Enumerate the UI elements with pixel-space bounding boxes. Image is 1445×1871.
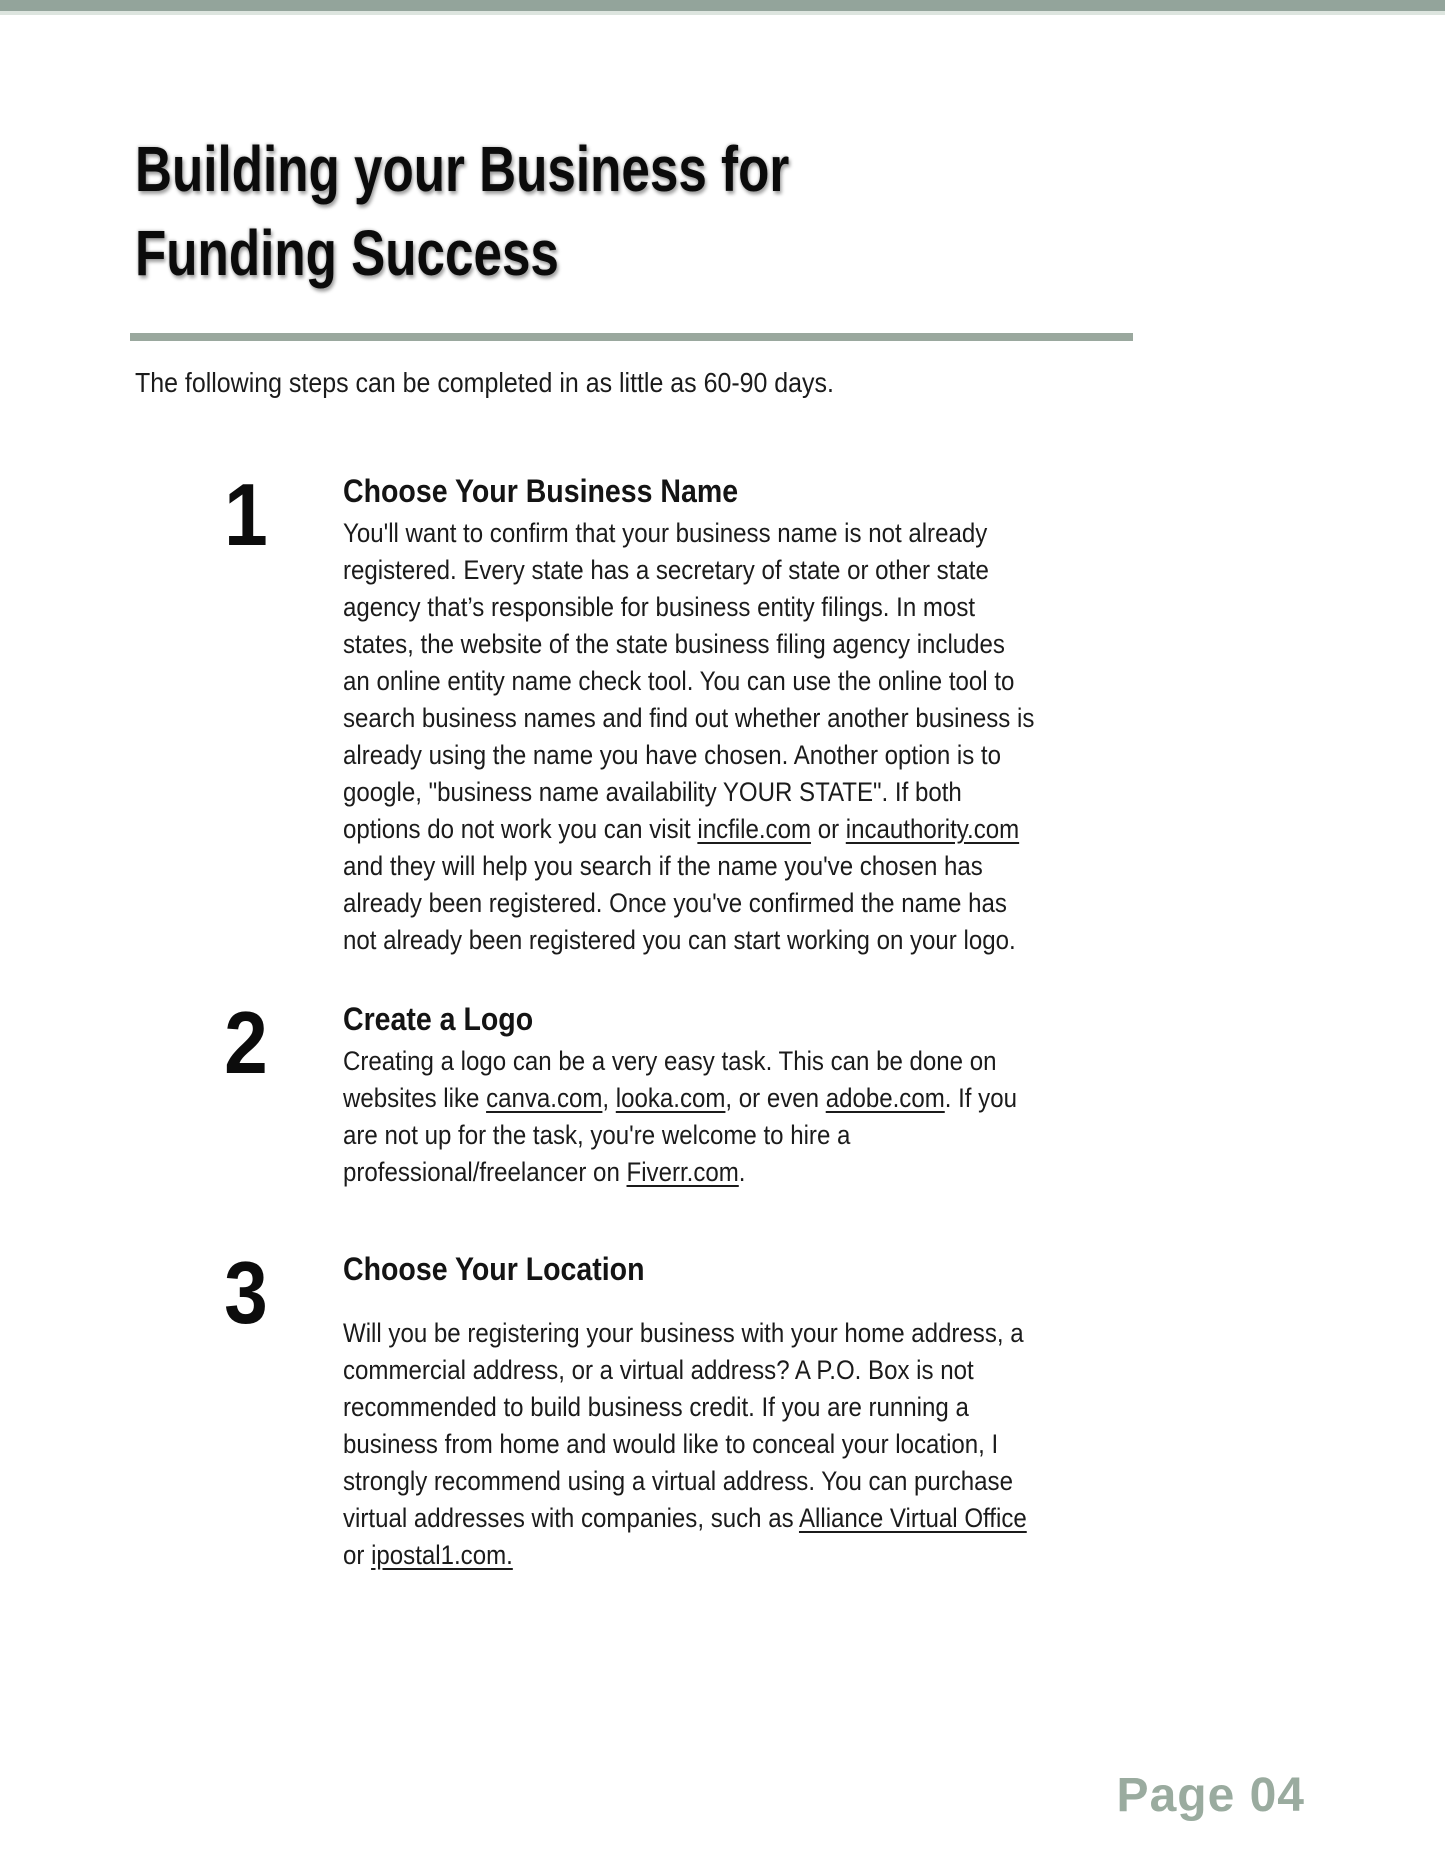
link-looka-com[interactable]: looka.com	[615, 1083, 726, 1113]
step-text: or	[811, 814, 846, 844]
step-item-1	[135, 465, 1445, 959]
top-accent-bar	[0, 0, 1445, 11]
step-heading: Choose Your Business Name	[343, 473, 739, 509]
step-item-3	[135, 1243, 1445, 1574]
step-number: 2	[224, 993, 268, 1092]
link-ipostal1-com[interactable]: ipostal1.com.	[371, 1540, 513, 1570]
link-incauthority-com[interactable]: incauthority.com	[845, 814, 1020, 844]
step-heading: Create a Logo	[343, 1001, 534, 1037]
page-number: Page 04	[1116, 1769, 1305, 1822]
step-text: , or even	[725, 1083, 826, 1113]
step-item-2	[135, 993, 1445, 1191]
step-text: or	[343, 1540, 372, 1570]
link-fiverr-com[interactable]: Fiverr.com	[626, 1157, 739, 1187]
link-alliance-virtual-office[interactable]: Alliance Virtual Office	[798, 1503, 1027, 1533]
step-number: 1	[224, 465, 268, 564]
step-body	[343, 515, 1038, 959]
link-adobe-com[interactable]: adobe.com	[825, 1083, 945, 1113]
step-body	[343, 1315, 1038, 1574]
step-text: . If you are not up for the task, you're welcome to hire a professional/freelancer on	[343, 1083, 1017, 1187]
step-text: and they will help you search if the name you've chosen has already been registered. Once you've confirmed the name has not already been registered you can start working on your logo.	[343, 851, 1016, 955]
step-content	[343, 471, 1038, 959]
top-accent-bar-highlight	[0, 11, 1445, 15]
page-title-line2: Funding Success	[135, 217, 559, 289]
page-title-line1: Building your Business for	[135, 133, 790, 205]
intro-text: The following steps can be completed in as little as 60-90 days.	[135, 367, 834, 398]
step-content	[343, 1249, 1038, 1574]
step-text: ,	[602, 1083, 616, 1113]
page-title	[135, 127, 1095, 295]
step-text: Will you be registering your business with your home address, a commercial address, or a virtual address? A P.O. Box is not recommended to build business credit. If you are running a business from home and would like to conceal your location, I strongly recommend using a virtual address. You can purchase virtual addresses with companies, such as	[343, 1318, 1024, 1533]
step-text: .	[738, 1157, 746, 1187]
step-text: Creating a logo can be a very easy task. This can be done on websites like	[343, 1046, 997, 1113]
title-underline-rule	[130, 333, 1133, 341]
step-content	[343, 999, 1038, 1191]
page-content	[0, 127, 1445, 1574]
steps-list	[135, 465, 1445, 1574]
step-text: You'll want to confirm that your business name is not already registered. Every state has a secretary of state or other state agency that’s responsible for business entity filings. In most states, the website of the state business filing agency includes an online entity name check tool. You can use the online tool to search business names and find out whether another business is already using the name you have chosen. Another option is to google, "business name availability YOUR STATE". If both options do not work you can visit	[343, 518, 1035, 844]
link-incfile-com[interactable]: incfile.com	[697, 814, 812, 844]
step-heading: Choose Your Location	[343, 1251, 645, 1287]
step-number: 3	[224, 1243, 268, 1342]
link-canva-com[interactable]: canva.com	[486, 1083, 603, 1113]
step-body	[343, 1043, 1038, 1191]
